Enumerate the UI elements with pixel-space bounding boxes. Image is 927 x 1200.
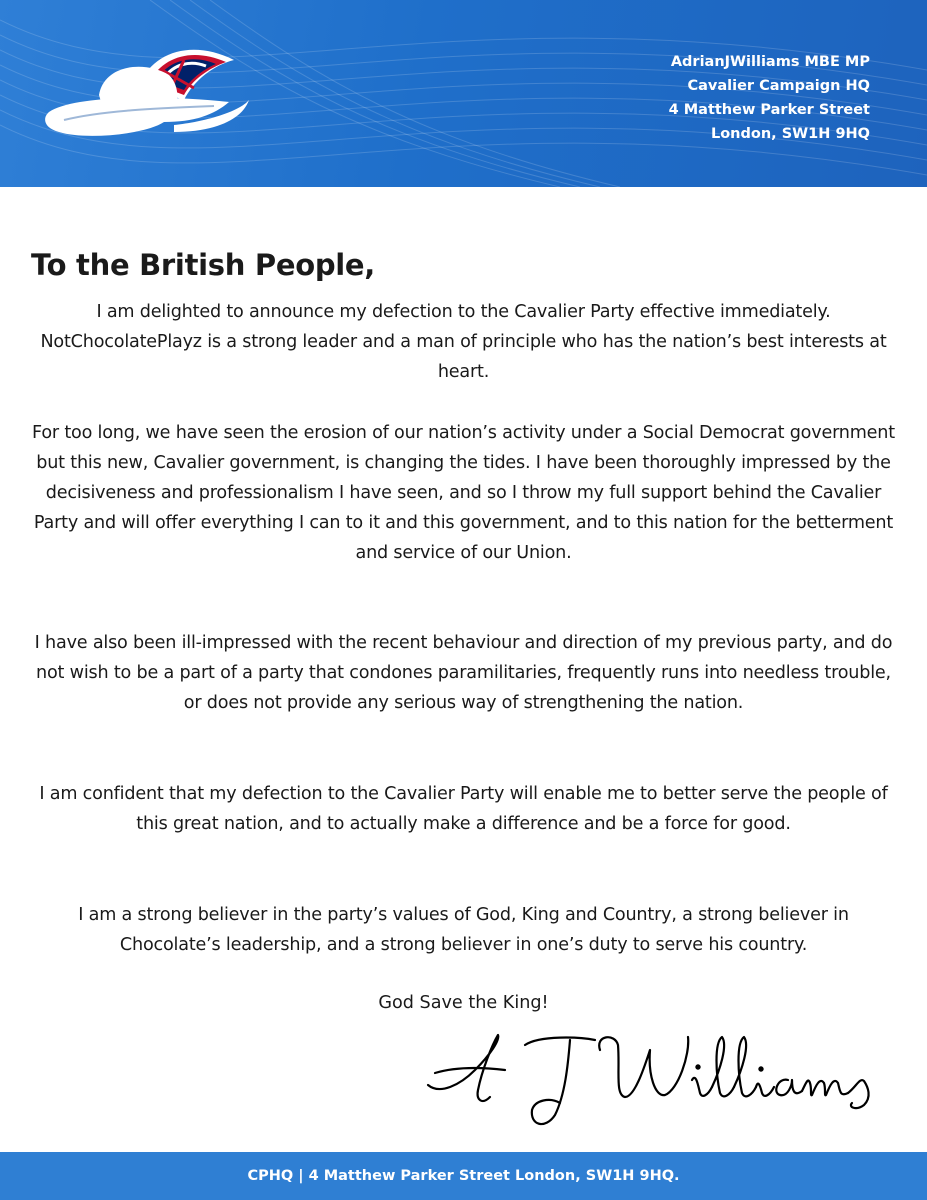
sender-street: 4 Matthew Parker Street — [668, 102, 870, 118]
letterhead-banner — [0, 0, 927, 187]
paragraph-4: I am confident that my defection to the Cavalier Party will enable me to better serve the people of this great nation, and to actually make a difference and be a force for good. — [39, 784, 888, 834]
cavalier-hat-logo — [44, 40, 254, 140]
salutation: To the British People, — [31, 248, 376, 282]
closing-line: God Save the King! — [378, 993, 549, 1013]
letterhead-footer — [0, 1152, 927, 1200]
sender-office: Cavalier Campaign HQ — [687, 78, 870, 94]
paragraph-3: I have also been ill-impressed with the recent behaviour and direction of my previous party, and do not wish to be a part of a party that condones paramilitaries, frequently runs into needless trouble, or does not provide any serious way of strengthening the nation. — [34, 633, 893, 713]
footer-address: CPHQ | 4 Matthew Parker Street London, SW1H 9HQ. — [247, 1168, 680, 1184]
sender-city: London, SW1H 9HQ — [710, 126, 870, 142]
paragraph-5: I am a strong believer in the party’s values of God, King and Country, a strong believer in Chocolate’s leadership, and a strong believer in one’s duty to serve his country. — [78, 905, 849, 955]
paragraph-2: For too long, we have seen the erosion of our nation’s activity under a Social Democrat government but this new, Cavalier government, is changing the tides. I have been thoroughly impressed by the decisiveness and professionalism I have seen, and so I throw my full support behind the Cavalier Party and will offer everything I can to it and this government, and to this nation for the betterment and service of our Union. — [32, 423, 895, 563]
sender-name: AdrianJWilliams MBE MP — [670, 54, 870, 70]
paragraph-1: I am delighted to announce my defection to the Cavalier Party effective immediately. NotChocolatePlayz is a strong leader and a man of principle who has the nation’s best interests at heart. — [40, 302, 887, 382]
sender-address — [669, 50, 870, 146]
handwritten-signature — [420, 1025, 910, 1135]
